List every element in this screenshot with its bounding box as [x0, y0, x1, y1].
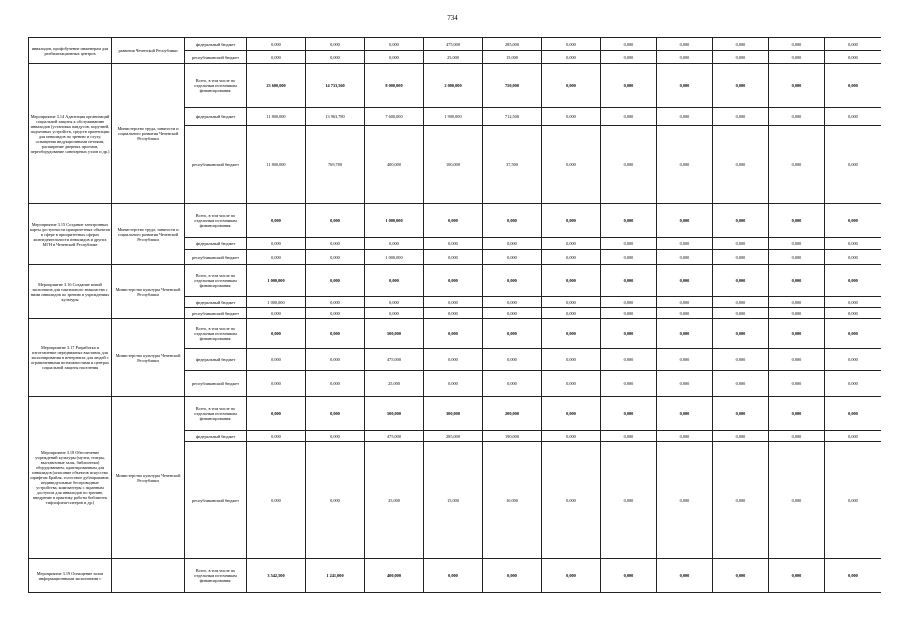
amount-cell: 25,000: [424, 51, 483, 64]
amount-cell: 0,000: [657, 442, 713, 559]
amount-cell: 0,000: [769, 442, 825, 559]
funding-source-cell: федеральный бюджет: [185, 431, 247, 442]
amount-cell: 0,000: [247, 238, 306, 250]
funding-source-cell: федеральный бюджет: [185, 297, 247, 308]
amount-cell: 3 542,500: [247, 559, 306, 593]
amount-cell: 0,000: [542, 397, 601, 431]
amount-cell: 0,000: [825, 38, 882, 51]
amount-cell: 0,000: [483, 559, 542, 593]
amount-cell: 0,000: [769, 397, 825, 431]
funding-source-cell: Всего, в том числе по отдельным источникам финансирования:: [185, 397, 247, 431]
amount-cell: 0,000: [601, 371, 657, 397]
amount-cell: 0,000: [601, 431, 657, 442]
amount-cell: 0,000: [365, 51, 424, 64]
amount-cell: 0,000: [713, 51, 769, 64]
amount-cell: 300,000: [424, 397, 483, 431]
amount-cell: 0,000: [825, 442, 882, 559]
amount-cell: 0,000: [657, 38, 713, 51]
amount-cell: 0,000: [601, 51, 657, 64]
amount-cell: 0,000: [424, 250, 483, 265]
amount-cell: 8 000,000: [365, 64, 424, 108]
amount-cell: 100,000: [424, 126, 483, 204]
amount-cell: 0,000: [713, 559, 769, 593]
amount-cell: 0,000: [483, 265, 542, 297]
amount-cell: 0,000: [769, 204, 825, 238]
funding-source-cell: Всего, в том числе по отдельным источникам финансирования:: [185, 319, 247, 349]
amount-cell: 0,000: [825, 51, 882, 64]
amount-cell: 0,000: [483, 250, 542, 265]
funding-source-cell: республиканский бюджет: [185, 250, 247, 265]
amount-cell: 0,000: [713, 431, 769, 442]
amount-cell: 0,000: [601, 319, 657, 349]
funding-source-cell: Всего, в том числе по отдельным источникам финансирования:: [185, 265, 247, 297]
amount-cell: 0,000: [713, 371, 769, 397]
amount-cell: 0,000: [306, 51, 365, 64]
amount-cell: 0,000: [825, 204, 882, 238]
amount-cell: 0,000: [825, 64, 882, 108]
amount-cell: 0,000: [247, 431, 306, 442]
amount-cell: 0,000: [542, 265, 601, 297]
amount-cell: 0,000: [657, 265, 713, 297]
funding-source-cell: федеральный бюджет: [185, 108, 247, 126]
amount-cell: 0,000: [542, 204, 601, 238]
amount-cell: 0,000: [713, 38, 769, 51]
table-row: [29, 64, 882, 108]
amount-cell: 0,000: [713, 204, 769, 238]
amount-cell: 0,000: [424, 319, 483, 349]
amount-cell: 475,000: [365, 349, 424, 371]
amount-cell: 0,000: [365, 297, 424, 308]
executor-cell: Министерство культуры Чеченской Республики: [112, 265, 185, 319]
amount-cell: 0,000: [601, 126, 657, 204]
amount-cell: 0,000: [424, 349, 483, 371]
executor-cell: Министерство труда, занятости и социального развития Чеченской Республики: [112, 64, 185, 204]
amount-cell: 1 900,000: [424, 108, 483, 126]
amount-cell: 0,000: [424, 204, 483, 238]
amount-cell: 0,000: [713, 64, 769, 108]
amount-cell: 15,000: [483, 51, 542, 64]
amount-cell: 0,000: [713, 319, 769, 349]
amount-cell: 0,000: [306, 250, 365, 265]
budget-table-body: [29, 38, 882, 593]
amount-cell: 0,000: [483, 204, 542, 238]
amount-cell: 0,000: [769, 371, 825, 397]
amount-cell: 13 963,780: [306, 108, 365, 126]
amount-cell: 0,000: [247, 371, 306, 397]
amount-cell: 0,000: [365, 238, 424, 250]
funding-source-cell: федеральный бюджет: [185, 38, 247, 51]
amount-cell: 0,000: [769, 297, 825, 308]
amount-cell: 0,000: [657, 371, 713, 397]
amount-cell: 0,000: [713, 126, 769, 204]
funding-source-cell: республиканский бюджет: [185, 442, 247, 559]
amount-cell: 0,000: [542, 349, 601, 371]
amount-cell: 1 000,000: [247, 265, 306, 297]
amount-cell: 0,000: [825, 308, 882, 319]
amount-cell: 0,000: [825, 319, 882, 349]
amount-cell: 0,000: [601, 238, 657, 250]
amount-cell: 0,000: [657, 250, 713, 265]
amount-cell: 0,000: [306, 308, 365, 319]
amount-cell: 0,000: [713, 442, 769, 559]
amount-cell: 0,000: [825, 297, 882, 308]
measure-cell: Мероприятие 3.17 Разработка и изготовление передвижных выставок для экспонирования в интернатах для людей с ограниченными возможностями и центрах социальной защиты населения: [29, 319, 112, 397]
amount-cell: 0,000: [713, 265, 769, 297]
amount-cell: 0,000: [542, 250, 601, 265]
amount-cell: 0,000: [247, 250, 306, 265]
page-number: 734: [447, 14, 458, 22]
amount-cell: 400,000: [365, 559, 424, 593]
amount-cell: 0,000: [247, 397, 306, 431]
amount-cell: 0,000: [542, 371, 601, 397]
amount-cell: 15,000: [424, 442, 483, 559]
amount-cell: 0,000: [601, 442, 657, 559]
funding-source-cell: Всего, в том числе по отдельным источникам финансирования:: [185, 64, 247, 108]
funding-source-cell: республиканский бюджет: [185, 126, 247, 204]
amount-cell: 0,000: [306, 442, 365, 559]
amount-cell: 0,000: [483, 371, 542, 397]
amount-cell: 25,000: [365, 442, 424, 559]
amount-cell: 14 733,560: [306, 64, 365, 108]
amount-cell: 11 800,000: [247, 126, 306, 204]
amount-cell: 0,000: [713, 349, 769, 371]
amount-cell: 0,000: [247, 349, 306, 371]
amount-cell: 0,000: [769, 349, 825, 371]
amount-cell: 0,000: [601, 250, 657, 265]
executor-cell: Министерство труда, занятости и социального развития Чеченской Республики: [112, 204, 185, 265]
amount-cell: 0,000: [601, 308, 657, 319]
amount-cell: 0,000: [657, 126, 713, 204]
amount-cell: 0,000: [769, 126, 825, 204]
amount-cell: 0,000: [657, 297, 713, 308]
amount-cell: 0,000: [542, 238, 601, 250]
amount-cell: 0,000: [424, 559, 483, 593]
amount-cell: 1 000,000: [365, 250, 424, 265]
funding-source-cell: республиканский бюджет: [185, 51, 247, 64]
amount-cell: 0,000: [657, 397, 713, 431]
amount-cell: 0,000: [306, 319, 365, 349]
amount-cell: 0,000: [601, 559, 657, 593]
amount-cell: 0,000: [769, 38, 825, 51]
amount-cell: 11 800,000: [247, 108, 306, 126]
amount-cell: 0,000: [542, 51, 601, 64]
funding-source-cell: Всего, в том числе по отдельным источникам финансирования:: [185, 559, 247, 593]
amount-cell: 0,000: [483, 238, 542, 250]
amount-cell: 285,000: [424, 431, 483, 442]
amount-cell: 0,000: [825, 397, 882, 431]
executor-cell: Министерство культуры Чеченской Республики: [112, 319, 185, 397]
measure-cell: Мероприятие 3.14 Адаптация организаций социальной защиты к обслуживанию инвалидов (установка пандусов, поручней, подъемных устройств, средств ориентации для инвалидов по зрению и слуху, оснащения индукционными петлями, расширение дверных проемов, переоборудование санитарных узлов и др.): [29, 64, 112, 204]
amount-cell: 0,000: [365, 308, 424, 319]
amount-cell: 0,000: [825, 250, 882, 265]
amount-cell: 0,000: [657, 431, 713, 442]
amount-cell: 475,000: [365, 431, 424, 442]
funding-source-cell: республиканский бюджет: [185, 371, 247, 397]
amount-cell: 0,000: [542, 559, 601, 593]
amount-cell: 0,000: [825, 126, 882, 204]
amount-cell: 0,000: [713, 397, 769, 431]
amount-cell: 0,000: [825, 108, 882, 126]
amount-cell: 0,000: [542, 431, 601, 442]
amount-cell: 0,000: [657, 204, 713, 238]
amount-cell: 0,000: [825, 265, 882, 297]
amount-cell: 10,000: [483, 442, 542, 559]
funding-source-cell: республиканский бюджет: [185, 308, 247, 319]
amount-cell: 37,500: [483, 126, 542, 204]
amount-cell: 712,500: [483, 108, 542, 126]
amount-cell: 0,000: [542, 297, 601, 308]
amount-cell: 0,000: [306, 297, 365, 308]
amount-cell: 7 600,000: [365, 108, 424, 126]
amount-cell: 0,000: [713, 297, 769, 308]
table-row: [29, 559, 882, 593]
amount-cell: 1 000,000: [247, 297, 306, 308]
amount-cell: 285,000: [483, 38, 542, 51]
amount-cell: 0,000: [247, 442, 306, 559]
amount-cell: 0,000: [825, 559, 882, 593]
amount-cell: 0,000: [769, 319, 825, 349]
amount-cell: 0,000: [713, 238, 769, 250]
amount-cell: 0,000: [713, 108, 769, 126]
amount-cell: 0,000: [542, 442, 601, 559]
amount-cell: 0,000: [424, 297, 483, 308]
amount-cell: 0,000: [601, 297, 657, 308]
amount-cell: 0,000: [483, 308, 542, 319]
amount-cell: 190,000: [483, 431, 542, 442]
amount-cell: 0,000: [769, 51, 825, 64]
amount-cell: 0,000: [483, 319, 542, 349]
amount-cell: 0,000: [657, 108, 713, 126]
amount-cell: 0,000: [713, 308, 769, 319]
amount-cell: 0,000: [825, 349, 882, 371]
amount-cell: 0,000: [306, 431, 365, 442]
amount-cell: 400,000: [365, 126, 424, 204]
amount-cell: 0,000: [601, 349, 657, 371]
amount-cell: 0,000: [825, 238, 882, 250]
amount-cell: 0,000: [769, 431, 825, 442]
amount-cell: 0,000: [601, 38, 657, 51]
amount-cell: 0,000: [306, 349, 365, 371]
amount-cell: 0,000: [306, 371, 365, 397]
amount-cell: 769,780: [306, 126, 365, 204]
amount-cell: 0,000: [542, 64, 601, 108]
measure-cell: Мероприятие 3.15 Создание электронных карты доступности приоритетных объектов в сфере в приоритетных сферах жизнедеятельности инвалидов и других МГН в Чеченской Республике: [29, 204, 112, 265]
measure-cell: Мероприятие 3.18 Обеспечение учреждений культуры (музеи, театры, выставочные залы, библиотеки) оборудованием, адаптированным для инвалидов (описание объектов искусства шрифтом Брайля, голосовое дублирование, индивидуальные беспроводные устройства, компьютеры с экранным доступом для инвалидов по зрению, внедрение в практику работы библиотек тифлофлеш-плееров и др.): [29, 397, 112, 559]
amount-cell: 0,000: [601, 108, 657, 126]
amount-cell: 0,000: [601, 265, 657, 297]
funding-source-cell: Всего, в том числе по отдельным источникам финансирования:: [185, 204, 247, 238]
measure-cell: Мероприятие 3.16 Создание копий экспонатов для тактильного знакомства с ними инвалидов по зрению в учреждениях культуры: [29, 265, 112, 319]
amount-cell: 0,000: [424, 371, 483, 397]
amount-cell: 0,000: [601, 204, 657, 238]
amount-cell: 0,000: [769, 64, 825, 108]
amount-cell: 0,000: [657, 559, 713, 593]
measure-cell: Мероприятие 3.19 Оснащение залов информационными экспонатами с: [29, 559, 112, 593]
amount-cell: 0,000: [769, 308, 825, 319]
amount-cell: 0,000: [542, 319, 601, 349]
executor-cell: [112, 559, 185, 593]
funding-source-cell: федеральный бюджет: [185, 349, 247, 371]
amount-cell: 0,000: [247, 204, 306, 238]
amount-cell: 0,000: [601, 397, 657, 431]
amount-cell: 0,000: [424, 265, 483, 297]
amount-cell: 0,000: [306, 397, 365, 431]
amount-cell: 0,000: [825, 431, 882, 442]
amount-cell: 0,000: [424, 308, 483, 319]
amount-cell: 0,000: [769, 559, 825, 593]
amount-cell: 0,000: [365, 265, 424, 297]
amount-cell: 0,000: [483, 297, 542, 308]
amount-cell: 0,000: [713, 250, 769, 265]
amount-cell: 1 000,000: [365, 204, 424, 238]
funding-source-cell: федеральный бюджет: [185, 238, 247, 250]
amount-cell: 0,000: [657, 349, 713, 371]
table-row: [29, 397, 882, 431]
table-row: [29, 265, 882, 297]
amount-cell: 0,000: [657, 308, 713, 319]
budget-table: [28, 37, 881, 593]
executor-cell: Министерство культуры Чеченской Республики: [112, 397, 185, 559]
amount-cell: 0,000: [769, 108, 825, 126]
amount-cell: 0,000: [657, 51, 713, 64]
amount-cell: 2 000,000: [424, 64, 483, 108]
budget-table-container: [28, 37, 881, 595]
amount-cell: 200,000: [483, 397, 542, 431]
amount-cell: 0,000: [365, 38, 424, 51]
amount-cell: 0,000: [769, 265, 825, 297]
amount-cell: 0,000: [306, 265, 365, 297]
amount-cell: 23 600,000: [247, 64, 306, 108]
amount-cell: 0,000: [247, 38, 306, 51]
amount-cell: 0,000: [306, 204, 365, 238]
amount-cell: 0,000: [542, 308, 601, 319]
amount-cell: 0,000: [657, 238, 713, 250]
amount-cell: 0,000: [657, 319, 713, 349]
amount-cell: 500,000: [365, 319, 424, 349]
amount-cell: 25,000: [365, 371, 424, 397]
amount-cell: 0,000: [542, 108, 601, 126]
amount-cell: 0,000: [769, 238, 825, 250]
table-row: [29, 204, 882, 238]
table-row: [29, 38, 882, 51]
executor-cell: развития Чеченской Республики: [112, 38, 185, 64]
amount-cell: 0,000: [769, 250, 825, 265]
amount-cell: 0,000: [825, 371, 882, 397]
amount-cell: 750,000: [483, 64, 542, 108]
measure-cell: инвалидов, профобучение инженерам для реабилитационных центров: [29, 38, 112, 64]
amount-cell: 0,000: [247, 51, 306, 64]
amount-cell: 1 241,000: [306, 559, 365, 593]
amount-cell: 0,000: [247, 308, 306, 319]
amount-cell: 0,000: [542, 38, 601, 51]
amount-cell: 0,000: [657, 64, 713, 108]
amount-cell: 475,000: [424, 38, 483, 51]
amount-cell: 0,000: [542, 126, 601, 204]
amount-cell: 0,000: [601, 64, 657, 108]
amount-cell: 0,000: [306, 238, 365, 250]
amount-cell: 0,000: [306, 38, 365, 51]
amount-cell: 0,000: [424, 238, 483, 250]
amount-cell: 500,000: [365, 397, 424, 431]
amount-cell: 0,000: [483, 349, 542, 371]
table-row: [29, 319, 882, 349]
amount-cell: 0,000: [247, 319, 306, 349]
